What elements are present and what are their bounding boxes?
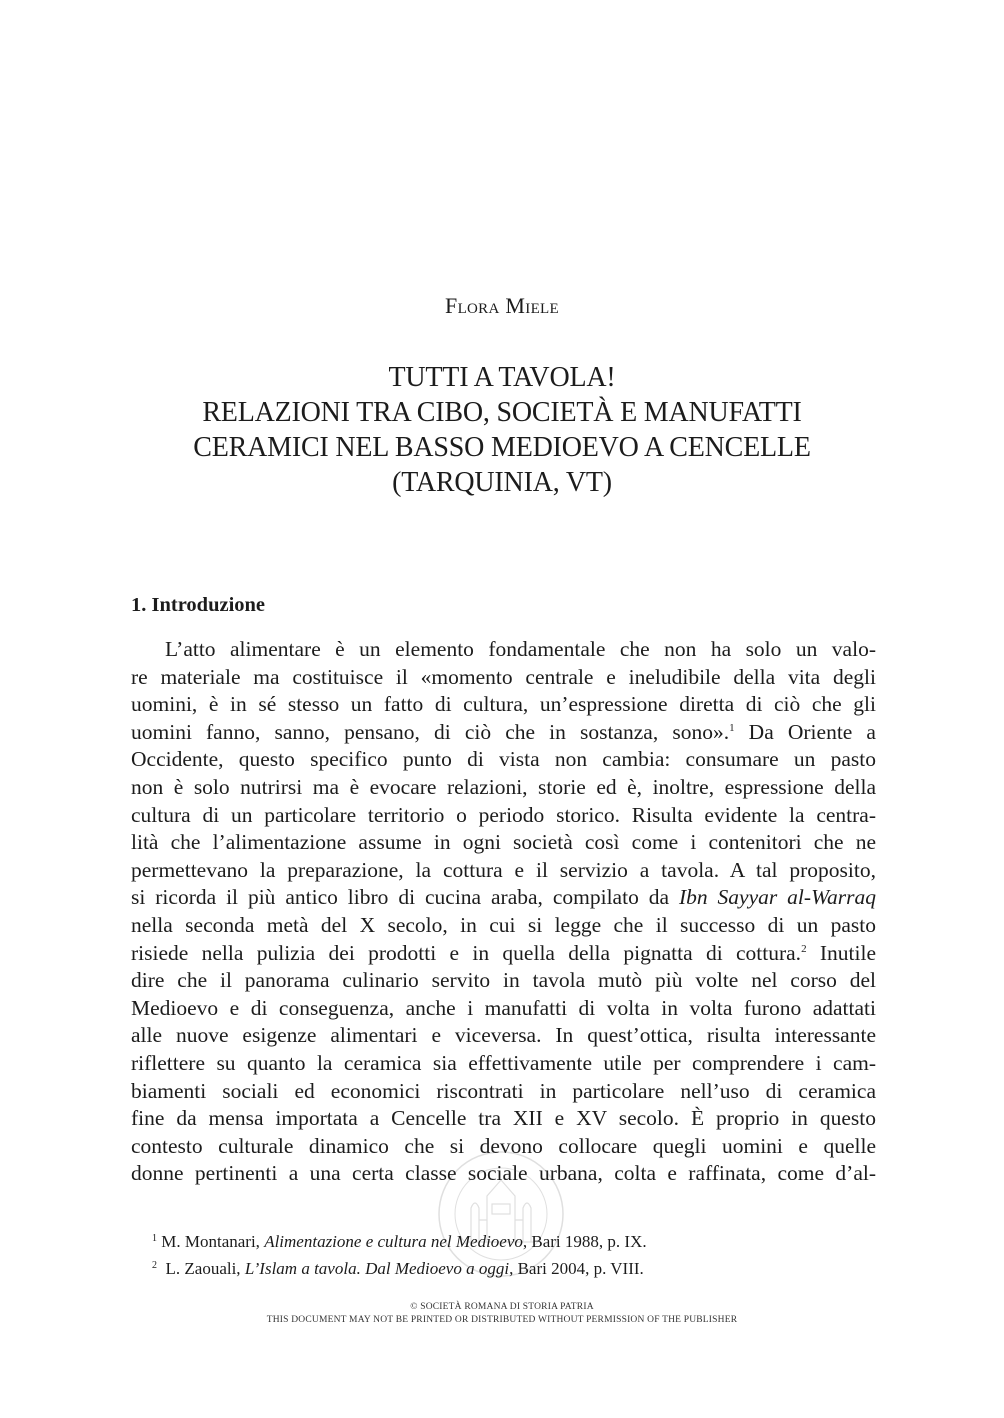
- section-heading: 1. Introduzione: [131, 594, 266, 616]
- body-line: L’atto alimentare è un elemento fondamentale che non ha solo un valo-: [165, 637, 876, 661]
- title-line: RELAZIONI TRA CIBO, SOCIETÀ E MANUFATTI: [202, 397, 802, 428]
- footnote-2: $^2$ L. Zaouali, L’Islam a tavola. Dal Medioevo a oggi, Bari 2004, p. VIII.: [152, 1259, 644, 1278]
- article-title: [100, 360, 904, 500]
- body-line: fine da mensa importata a Cencelle tra XII e XV secolo. È proprio in questo: [131, 1106, 876, 1131]
- body-line: uomini, è in sé stesso un fatto di cultura, un’espressione diretta di ciò che gli: [131, 692, 876, 717]
- body-line: nella seconda metà del X secolo, in cui si legge che il successo di un pasto: [131, 912, 876, 937]
- author-first-rest: lora: [457, 293, 500, 318]
- footnote-title: L’Islam a tavola. Dal Medioevo a oggi: [244, 1259, 510, 1278]
- body-line: contesto culturale dinamico che si devono collocare quegli uomini e quelle: [131, 1133, 876, 1158]
- body-line: re materiale ma costituisce il «momento centrale e ineludibile della vita degli: [131, 664, 876, 689]
- footnote-number: 1: [152, 1233, 157, 1244]
- author-last-rest: iele: [525, 293, 559, 318]
- body-text: [131, 636, 876, 1188]
- body-line: risiede nella pulizia dei prodotti e in quella della pignatta di cottura.$^2$ Inutile: [131, 940, 877, 965]
- author-name: [0, 293, 1004, 319]
- body-line: riflettere su quanto la ceramica sia effettivamente utile per comprendere i cam-: [131, 1050, 876, 1075]
- footnote-title: Alimentazione e cultura nel Medioevo: [264, 1232, 523, 1251]
- copyright-line: © SOCIETÀ ROMANA DI STORIA PATRIA: [410, 1302, 594, 1312]
- body-line: biamenti sociali ed economici riscontrati in particolare nell’uso di ceramica: [131, 1078, 876, 1103]
- body-line: donne pertinenti a una certa classe sociale urbana, colta e raffinata, come d’al-: [131, 1161, 876, 1186]
- body-line: cultura di un particolare territorio o periodo storico. Risulta evidente la centra-: [131, 802, 876, 827]
- body-line: dire che il panorama culinario servito in tavola mutò più volte nel corso del: [131, 968, 876, 993]
- body-line: lità che l’alimentazione assume in ogni società così come i contenitori che ne: [131, 830, 876, 855]
- title-line: TUTTI A TAVOLA!: [388, 362, 616, 393]
- footnote-ref-2[interactable]: 2: [801, 942, 807, 955]
- body-line: non è solo nutrirsi ma è evocare relazioni, storie ed è, inoltre, espressione della: [131, 774, 876, 799]
- copyright-notice: [0, 1301, 1004, 1327]
- body-line: si ricorda il più antico libro di cucina araba, compilato da Ibn Sayyar al-Warraq: [131, 885, 876, 910]
- footnote-number: 2: [152, 1260, 157, 1271]
- title-line: (TARQUINIA, VT): [392, 467, 612, 498]
- italic-name: Ibn Sayyar al-Warraq: [678, 885, 876, 910]
- author-last-initial: M: [505, 293, 526, 318]
- title-line: CERAMICI NEL BASSO MEDIOEVO A CENCELLE: [193, 432, 811, 463]
- body-line: uomini fanno, sanno, pensano, di ciò che in sostanza, sono».$^1$ Da Oriente a: [131, 719, 876, 744]
- body-line: Occidente, questo specifico punto di vista non cambia: consumare un pasto: [131, 747, 876, 772]
- footnote-ref-1[interactable]: 1: [729, 721, 735, 734]
- body-line: Medioevo e di conseguenza, anche i manufatti di volta in volta furono adattati: [131, 995, 876, 1020]
- footnote-1: $^1$ M. Montanari, Alimentazione e cultura nel Medioevo, Bari 1988, p. IX.: [152, 1232, 647, 1251]
- body-line: permettevano la preparazione, la cottura e il servizio a tavola. A tal proposito,: [131, 857, 876, 882]
- permission-line: THIS DOCUMENT MAY NOT BE PRINTED OR DISTRIBUTED WITHOUT PERMISSION OF THE PUBLISHER: [266, 1315, 738, 1325]
- body-line: alle nuove esigenze alimentari e viceversa. In quest’ottica, risulta interessante: [131, 1023, 876, 1048]
- author-first-initial: F: [445, 293, 458, 318]
